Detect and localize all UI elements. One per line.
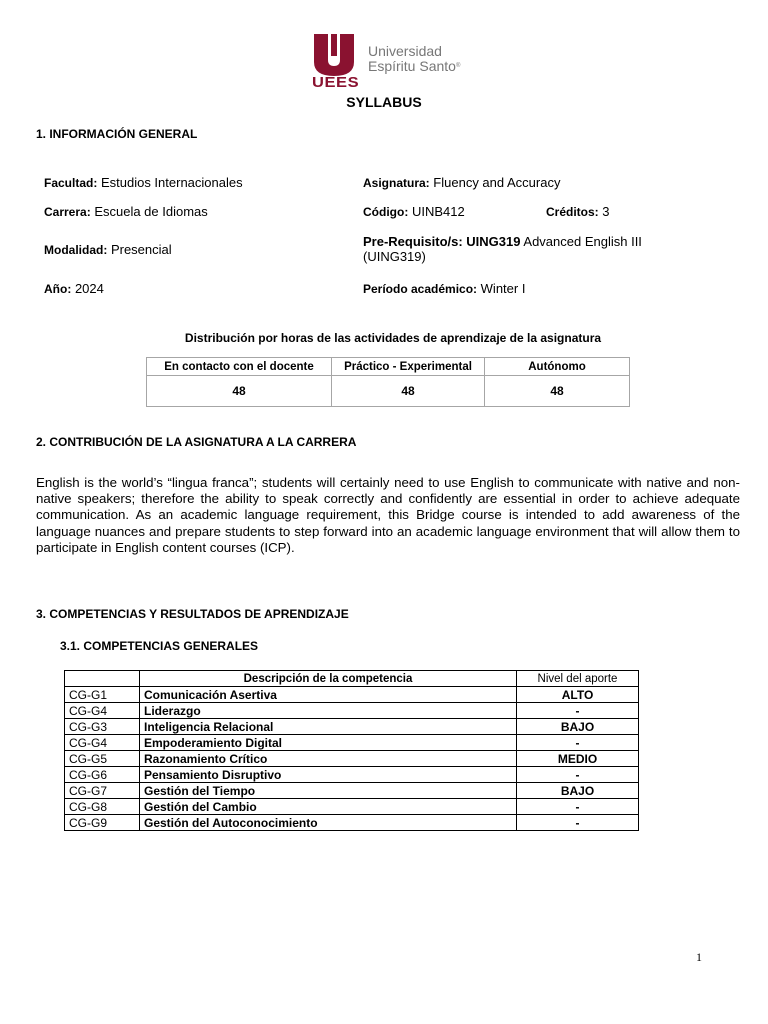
competency-level: ALTO xyxy=(517,687,639,703)
competencias-table xyxy=(64,670,639,831)
hours-table xyxy=(146,357,630,407)
facultad-value: Estudios Internacionales xyxy=(97,175,243,190)
competency-code: CG-G4 xyxy=(65,735,140,751)
competency-code: CG-G7 xyxy=(65,783,140,799)
contribution-paragraph: English is the world’s “lingua franca”; students will certainly need to use English to communicate with native and non-native speakers; therefore the ability to speak correctly and confidently are essential in order to achieve adequate communication. As an academic language requirement, this Bridge course is intended to add awareness of the language nuances and prepare students to step forward into an academic language environment that will allow them to participate in English content courses (ICP). xyxy=(36,475,740,555)
competency-desc: Gestión del Tiempo xyxy=(140,783,517,799)
hours-caption: Distribución por horas de las actividades de aprendizaje de la asignatura xyxy=(184,331,602,345)
logo-reg-mark: ® xyxy=(455,63,461,69)
hours-value-practico: 48 xyxy=(332,376,485,407)
competency-desc: Pensamiento Disruptivo xyxy=(140,767,517,783)
logo-abbr: UEES xyxy=(312,74,360,91)
creditos-label: Créditos: xyxy=(546,205,599,219)
creditos-value: 3 xyxy=(598,204,610,219)
competency-level: - xyxy=(517,703,639,719)
modalidad-label: Modalidad: xyxy=(44,243,108,257)
prereq-field xyxy=(363,234,703,264)
competency-code: CG-G6 xyxy=(65,767,140,783)
hours-value-row xyxy=(147,376,630,407)
competency-level: - xyxy=(517,735,639,751)
section2-heading: 2. CONTRIBUCIÓN DE LA ASIGNATURA A LA CARRERA xyxy=(36,435,357,449)
anio-label: Año: xyxy=(44,282,72,296)
competencias-header-level: Nivel del aporte xyxy=(517,671,639,687)
competencias-header-desc: Descripción de la competencia xyxy=(140,671,517,687)
asignatura-label: Asignatura: xyxy=(363,176,430,190)
competency-desc: Razonamiento Crítico xyxy=(140,751,517,767)
codigo-field xyxy=(363,204,465,219)
table-row xyxy=(65,751,639,767)
codigo-label: Código: xyxy=(363,205,409,219)
logo-name-line2: Espíritu Santo xyxy=(368,58,456,74)
competencias-header-row xyxy=(65,671,639,687)
table-row xyxy=(65,767,639,783)
prereq-value: Advanced English III (UING319) xyxy=(363,234,642,264)
carrera-field xyxy=(44,204,208,219)
hours-header-contacto: En contacto con el docente xyxy=(147,358,332,376)
asignatura-value: Fluency and Accuracy xyxy=(429,175,561,190)
competency-level: - xyxy=(517,767,639,783)
table-row xyxy=(65,719,639,735)
competency-desc: Gestión del Autoconocimiento xyxy=(140,815,517,831)
competency-desc: Comunicación Asertiva xyxy=(140,687,517,703)
prereq-label: Pre-Requisito/s: UING319 xyxy=(363,234,521,249)
table-row xyxy=(65,799,639,815)
creditos-field xyxy=(546,204,610,219)
table-row xyxy=(65,735,639,751)
competency-level: - xyxy=(517,815,639,831)
table-row xyxy=(65,687,639,703)
competency-level: BAJO xyxy=(517,719,639,735)
facultad-label: Facultad: xyxy=(44,176,98,190)
section3-heading: 3. COMPETENCIAS Y RESULTADOS DE APRENDIZAJE xyxy=(36,607,349,621)
competency-code: CG-G9 xyxy=(65,815,140,831)
table-row xyxy=(65,783,639,799)
competency-desc: Empoderamiento Digital xyxy=(140,735,517,751)
uees-u-icon xyxy=(312,32,356,76)
periodo-label: Período académico: xyxy=(363,282,478,296)
table-row xyxy=(65,815,639,831)
competency-level: - xyxy=(517,799,639,815)
periodo-field xyxy=(363,281,525,296)
section1-heading: 1. INFORMACIÓN GENERAL xyxy=(36,127,198,141)
competency-code: CG-G8 xyxy=(65,799,140,815)
carrera-value: Escuela de Idiomas xyxy=(90,204,208,219)
table-row xyxy=(65,703,639,719)
logo-name-line1: Universidad xyxy=(368,43,442,59)
competency-code: CG-G1 xyxy=(65,687,140,703)
hours-header-practico: Práctico - Experimental xyxy=(332,358,485,376)
page-title: SYLLABUS xyxy=(346,94,422,110)
competency-code: CG-G3 xyxy=(65,719,140,735)
carrera-label: Carrera: xyxy=(44,205,91,219)
competency-desc: Inteligencia Relacional xyxy=(140,719,517,735)
competency-code: CG-G5 xyxy=(65,751,140,767)
facultad-field xyxy=(44,175,243,190)
page-number: 1 xyxy=(696,950,702,964)
competency-level: MEDIO xyxy=(517,751,639,767)
hours-value-autonomo: 48 xyxy=(485,376,630,407)
codigo-value: UINB412 xyxy=(408,204,465,219)
competency-level: BAJO xyxy=(517,783,639,799)
modalidad-field xyxy=(44,242,172,257)
hours-value-contacto: 48 xyxy=(147,376,332,407)
section3-1-heading: 3.1. COMPETENCIAS GENERALES xyxy=(60,639,259,653)
periodo-value: Winter I xyxy=(477,281,526,296)
logo-name xyxy=(368,44,460,74)
competencias-header-code xyxy=(65,671,140,687)
anio-field xyxy=(44,281,104,296)
competency-desc: Gestión del Cambio xyxy=(140,799,517,815)
asignatura-field xyxy=(363,175,560,190)
modalidad-value: Presencial xyxy=(107,242,172,257)
anio-value: 2024 xyxy=(71,281,104,296)
hours-header-autonomo: Autónomo xyxy=(485,358,630,376)
university-logo xyxy=(312,30,472,90)
competency-desc: Liderazgo xyxy=(140,703,517,719)
hours-header-row xyxy=(147,358,630,376)
competency-code: CG-G4 xyxy=(65,703,140,719)
